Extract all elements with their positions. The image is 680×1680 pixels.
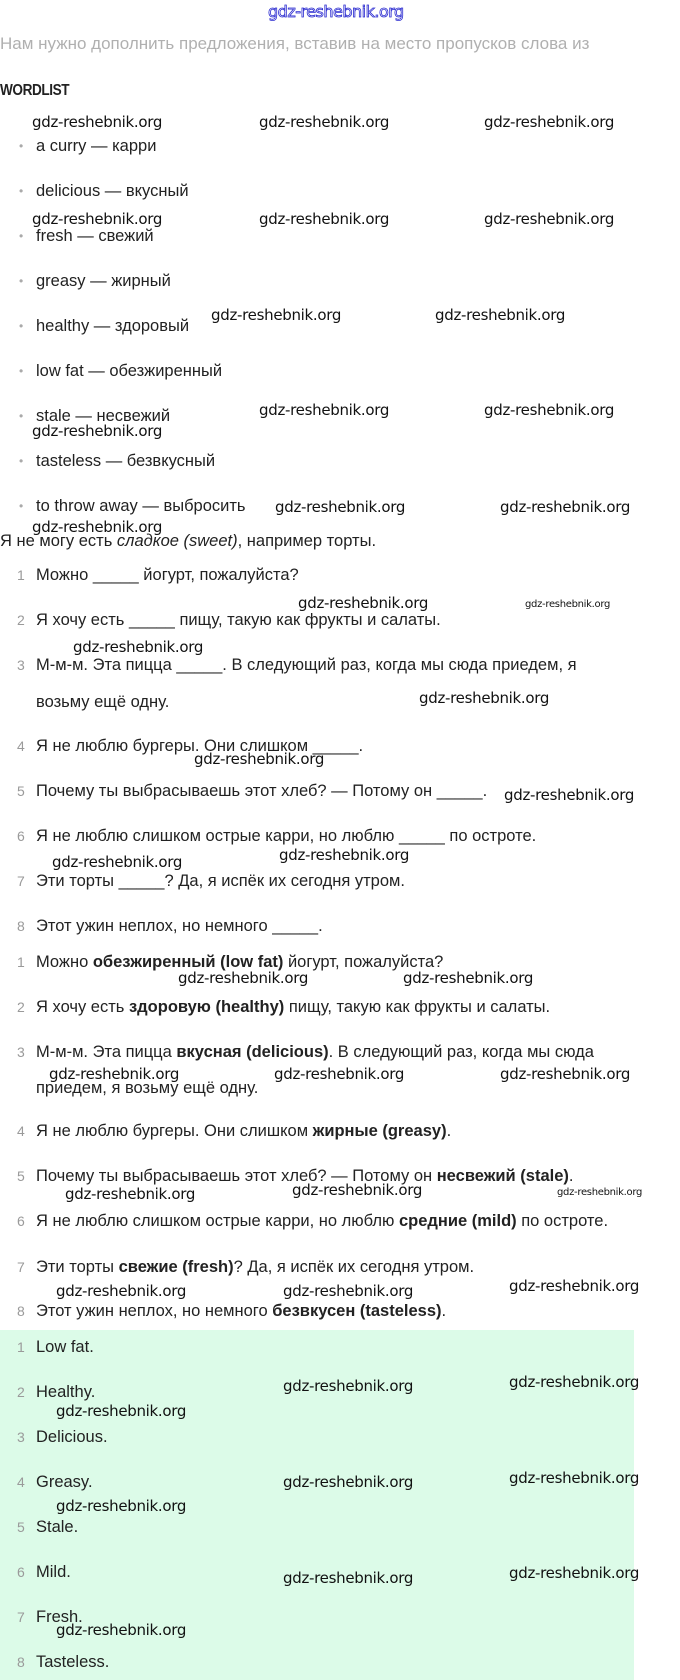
watermark: gdz-reshebnik.org — [56, 1402, 187, 1420]
watermark: gdz-reshebnik.org — [49, 1065, 180, 1083]
watermark: gdz-reshebnik.org — [283, 1569, 414, 1587]
text-segment: Я хочу есть _____ пищу, такую как фрукты и салаты. — [36, 611, 441, 629]
wordlist-item: tasteless — безвкусный — [36, 452, 216, 470]
text-segment: . — [446, 1122, 452, 1140]
watermark: gdz-reshebnik.org — [509, 1564, 640, 1582]
watermark: gdz-reshebnik.org — [403, 969, 534, 987]
wordlist-item: greasy — жирный — [36, 272, 171, 290]
watermark: gdz-reshebnik.org — [178, 969, 309, 987]
wordlist-item: fresh — свежий — [36, 227, 154, 245]
question-line — [36, 781, 487, 801]
watermark: gdz-reshebnik.org — [32, 210, 163, 228]
item-number: 8 — [17, 1303, 25, 1319]
wordlist-item: low fat — обезжиренный — [36, 362, 223, 380]
short-answer: Greasy. — [36, 1473, 93, 1491]
text-segment: Почему ты выбрасываешь этот хлеб? — Потому он — [36, 1167, 437, 1185]
item-number: 2 — [17, 999, 25, 1015]
text-segment: Эти торты — [36, 1258, 119, 1276]
item-number: 8 — [17, 918, 25, 934]
bullet-icon: • — [19, 139, 24, 153]
answer-line — [36, 1042, 594, 1062]
watermark: gdz-reshebnik.org — [65, 1185, 196, 1203]
wordlist-item: a curry — карри — [36, 137, 157, 155]
item-number: 6 — [17, 1564, 25, 1580]
watermark: gdz-reshebnik.org — [32, 518, 163, 536]
watermark: gdz-reshebnik.org — [500, 498, 631, 516]
item-number: 6 — [17, 1213, 25, 1229]
example-word: сладкое (sweet) — [116, 532, 238, 550]
bullet-icon: • — [19, 454, 24, 468]
watermark: gdz-reshebnik.org — [259, 401, 390, 419]
answer-word: безвкусен (tasteless) — [272, 1302, 442, 1320]
text-segment: , например торты. — [237, 532, 377, 550]
watermark: gdz-reshebnik.org — [194, 750, 325, 768]
text-segment: М-м-м. Эта пицца — [36, 1043, 177, 1061]
text-segment: . — [568, 1167, 574, 1185]
item-number: 7 — [17, 873, 25, 889]
text-segment: пищу, такую как фрукты и салаты. — [284, 998, 551, 1016]
bullet-icon: • — [19, 499, 24, 513]
short-answer: Stale. — [36, 1518, 79, 1536]
item-number: 2 — [17, 1384, 25, 1400]
short-answer: Low fat. — [36, 1338, 94, 1356]
answer-line — [36, 1257, 474, 1277]
item-number: 8 — [17, 1654, 25, 1670]
answer-word: обезжиренный (low fat) — [92, 953, 284, 971]
answer-line — [36, 1211, 608, 1231]
watermark: gdz-reshebnik.org — [283, 1282, 414, 1300]
wordlist-item: healthy — здоровый — [36, 317, 190, 335]
text-segment: Я не люблю слишком острые карри, но люблю _____ по остроте. — [36, 827, 537, 845]
wordlist-item: stale — несвежий — [36, 407, 171, 425]
watermark: gdz-reshebnik.org — [525, 599, 611, 610]
answer-line — [36, 1301, 446, 1321]
bullet-icon: • — [19, 409, 24, 423]
item-number: 5 — [17, 1519, 25, 1535]
text-segment: М-м-м. Эта пицца _____. В следующий раз, когда мы сюда приедем, я — [36, 656, 577, 674]
item-number: 3 — [17, 1429, 25, 1445]
answer-word: несвежий (stale) — [436, 1167, 569, 1185]
text-segment: возьму ещё одну. — [36, 693, 170, 711]
answer-word: вкусная (delicious) — [176, 1043, 329, 1061]
watermark: gdz-reshebnik.org — [73, 638, 204, 656]
text-segment: Я не люблю бургеры. Они слишком _____. — [36, 737, 364, 755]
question-line — [36, 871, 405, 891]
watermark: gdz-reshebnik.org — [292, 1181, 423, 1199]
bullet-icon: • — [19, 274, 24, 288]
bullet-icon: • — [19, 184, 24, 198]
watermark: gdz-reshebnik.org — [484, 401, 615, 419]
watermark: gdz-reshebnik.org — [298, 594, 429, 612]
item-number: 4 — [17, 1123, 25, 1139]
text-segment: Этот ужин неплох, но немного _____. — [36, 917, 323, 935]
watermark: gdz-reshebnik.org — [435, 306, 566, 324]
text-segment: приедем, я возьму ещё одну. — [36, 1079, 259, 1097]
text-segment: Почему ты выбрасываешь этот хлеб? — Потому он _____. — [36, 782, 488, 800]
text-segment: ? Да, я испёк их сегодня утром. — [233, 1258, 475, 1276]
item-number: 1 — [17, 954, 25, 970]
text-segment: . В следующий раз, когда мы сюда — [328, 1043, 594, 1061]
bullet-icon: • — [19, 319, 24, 333]
watermark: gdz-reshebnik.org — [56, 1282, 187, 1300]
text-segment: йогурт, пожалуйста? — [283, 953, 444, 971]
item-number: 5 — [17, 783, 25, 799]
watermark: gdz-reshebnik.org — [509, 1469, 640, 1487]
text-segment: Я хочу есть — [36, 998, 129, 1016]
question-line — [36, 916, 323, 936]
watermark: gdz-reshebnik.org — [557, 1187, 643, 1198]
watermark: gdz-reshebnik.org — [52, 853, 183, 871]
question-line — [36, 692, 169, 712]
watermark: gdz-reshebnik.org — [275, 498, 406, 516]
watermark: gdz-reshebnik.org — [32, 422, 163, 440]
short-answer: Mild. — [36, 1563, 71, 1581]
item-number: 6 — [17, 828, 25, 844]
text-segment: Я не люблю бургеры. Они слишком — [36, 1122, 313, 1140]
watermark: gdz-reshebnik.org — [509, 1373, 640, 1391]
text-segment: Этот ужин неплох, но немного — [36, 1302, 273, 1320]
item-number: 4 — [17, 1474, 25, 1490]
item-number: 1 — [17, 1339, 25, 1355]
question-line — [36, 610, 441, 630]
item-number: 3 — [17, 657, 25, 673]
text-segment: по остроте. — [516, 1212, 609, 1230]
question-line — [36, 565, 299, 585]
bullet-icon: • — [19, 229, 24, 243]
item-number: 1 — [17, 567, 25, 583]
watermark: gdz-reshebnik.org — [56, 1621, 187, 1639]
watermark: gdz-reshebnik.org — [283, 1377, 414, 1395]
text-segment: Я не могу есть — [0, 532, 117, 550]
watermark: gdz-reshebnik.org — [274, 1065, 405, 1083]
item-number: 2 — [17, 612, 25, 628]
intro-text: Нам нужно дополнить предложения, вставив на место пропусков слова из — [0, 34, 590, 53]
watermark: gdz-reshebnik.org — [259, 210, 390, 228]
answer-line — [36, 1121, 451, 1141]
watermark: gdz-reshebnik.org — [211, 306, 342, 324]
watermark: gdz-reshebnik.org — [56, 1497, 187, 1515]
short-answer: Healthy. — [36, 1383, 96, 1401]
short-answer: Tasteless. — [36, 1653, 110, 1671]
watermark: gdz-reshebnik.org — [500, 1065, 631, 1083]
wordlist-heading: WORDLIST — [0, 82, 70, 99]
text-segment: Можно — [36, 953, 93, 971]
text-segment: . — [441, 1302, 447, 1320]
site-watermark-header: gdz-reshebnik.org — [268, 2, 404, 21]
watermark: gdz-reshebnik.org — [32, 113, 163, 131]
item-number: 7 — [17, 1609, 25, 1625]
answer-word: свежие (fresh) — [118, 1258, 234, 1276]
watermark: gdz-reshebnik.org — [484, 113, 615, 131]
question-line — [36, 826, 536, 846]
item-number: 5 — [17, 1168, 25, 1184]
watermark: gdz-reshebnik.org — [484, 210, 615, 228]
short-answer: Delicious. — [36, 1428, 108, 1446]
text-segment: Эти торты _____? Да, я испёк их сегодня утром. — [36, 872, 405, 890]
wordlist-item: delicious — вкусный — [36, 182, 189, 200]
bullet-icon: • — [19, 364, 24, 378]
watermark: gdz-reshebnik.org — [419, 689, 550, 707]
watermark: gdz-reshebnik.org — [279, 846, 410, 864]
answer-word: жирные (greasy) — [312, 1122, 447, 1140]
watermark: gdz-reshebnik.org — [259, 113, 390, 131]
item-number: 4 — [17, 738, 25, 754]
item-number: 7 — [17, 1259, 25, 1275]
text-segment: Можно _____ йогурт, пожалуйста? — [36, 566, 299, 584]
answer-word: средние (mild) — [398, 1212, 517, 1230]
watermark: gdz-reshebnik.org — [504, 786, 635, 804]
answer-word: здоровую (healthy) — [128, 998, 285, 1016]
text-segment: Я не люблю слишком острые карри, но люблю — [36, 1212, 399, 1230]
short-answer: Fresh. — [36, 1608, 83, 1626]
watermark: gdz-reshebnik.org — [509, 1277, 640, 1295]
wordlist-item: to throw away — выбросить — [36, 497, 246, 515]
answer-line — [36, 997, 550, 1017]
watermark: gdz-reshebnik.org — [283, 1473, 414, 1491]
question-line — [36, 655, 577, 675]
item-number: 3 — [17, 1044, 25, 1060]
